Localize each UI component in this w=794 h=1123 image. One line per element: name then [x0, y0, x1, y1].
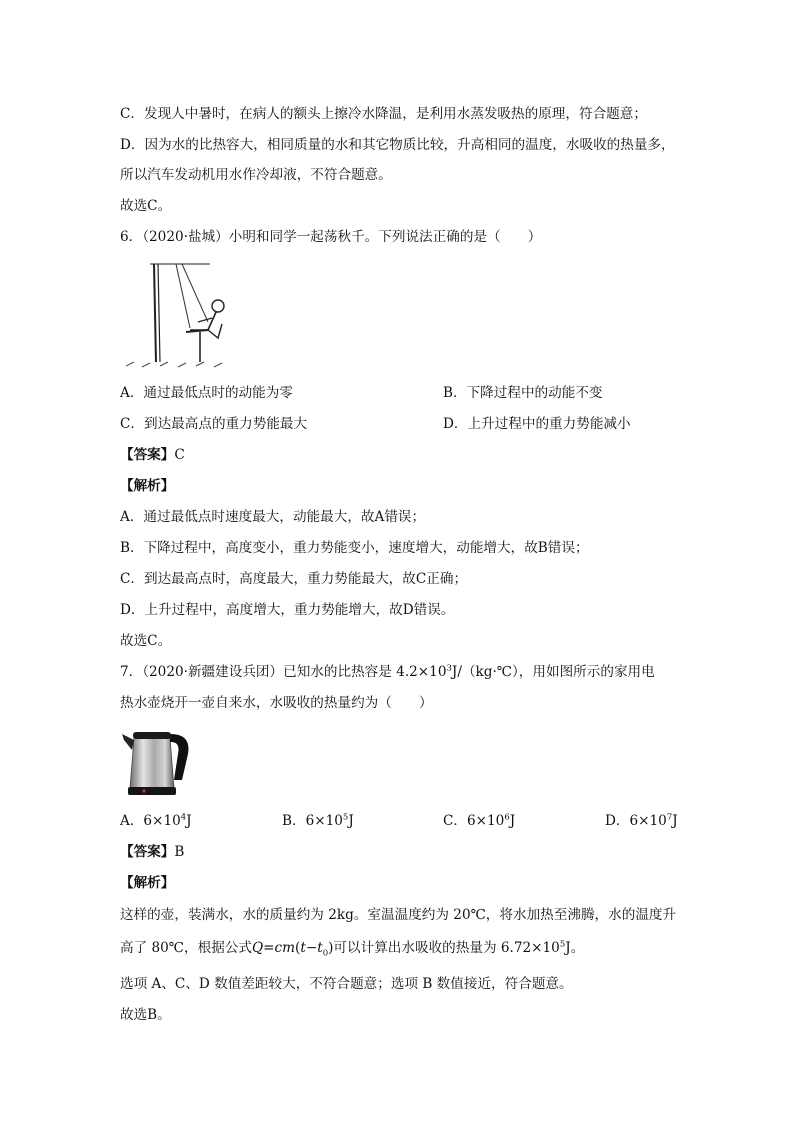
- q7-answer: [120, 842, 184, 862]
- q7-option-d: [605, 811, 678, 831]
- q7-stem-exponent: 3: [446, 663, 452, 674]
- prev-conclusion: 故选C。: [120, 198, 172, 214]
- q7-option-a: [120, 811, 192, 831]
- q7-option-d-base: D．6×10: [605, 813, 667, 829]
- q6-analysis-b: B．下降过程中，高度变小，重力势能变小，速度增大，动能增大，故B错误；: [120, 540, 589, 556]
- q7-option-b-base: B．6×10: [282, 813, 343, 829]
- q7-option-a-exp: 4: [180, 812, 187, 823]
- q7-analysis-line2-part-a: 高了 80℃，根据公式: [120, 940, 252, 956]
- q6-conclusion: 故选C。: [120, 633, 172, 649]
- formula-q: Q: [251, 940, 264, 956]
- prev-option-c-analysis: C．发现人中暑时，在病人的额头上擦冷水降温，是利用水蒸发吸热的原理，符合题意；: [120, 106, 647, 122]
- q7-stem-line1: [120, 662, 655, 682]
- q6-option-d: D．上升过程中的重力势能减小: [443, 416, 631, 432]
- q7-stem-line2: 热水壶烧开一壶自来水，水吸收的热量约为（ ）: [120, 695, 433, 711]
- q6-option-a: A．通过最低点时的动能为零: [120, 385, 293, 401]
- formula-subscript: 0: [322, 948, 329, 959]
- q7-answer-value: B: [174, 844, 185, 860]
- q7-analysis-line2-part-c: J。: [565, 940, 585, 956]
- q7-option-c-unit: J: [509, 813, 516, 829]
- q7-stem-part-b: J/（kg·℃），用如图所示的家用电: [451, 664, 655, 680]
- prev-option-d-analysis-line2: 所以汽车发动机用水作冷却液，不符合题意。: [120, 167, 392, 183]
- q6-option-c: C．到达最高点的重力势能最大: [120, 416, 308, 432]
- q7-option-a-unit: J: [186, 813, 192, 829]
- q7-option-c-base: C．6×10: [443, 813, 505, 829]
- q6-answer-label: 【答案】: [120, 447, 175, 463]
- q7-option-b-unit: J: [348, 813, 354, 829]
- swing-illustration-icon: [120, 258, 240, 373]
- q7-option-d-unit: J: [672, 813, 678, 829]
- q6-stem: 6．（2020·盐城）小明和同学一起荡秋千。下列说法正确的是（ ）: [120, 229, 542, 245]
- formula-cm: cm: [274, 940, 296, 956]
- electric-kettle-icon: [120, 724, 192, 800]
- q6-analysis-c: C．到达最高点时，高度最大，重力势能最大，故C正确；: [120, 571, 468, 587]
- formula-t0: t: [317, 940, 323, 956]
- q7-option-a-base: A．6×10: [120, 813, 181, 829]
- q7-option-b: [282, 811, 354, 831]
- q7-analysis-line3: 选项 A、C、D 数值差距较大，不符合题意；选项 B 数值接近，符合题意。: [120, 976, 573, 992]
- prev-option-d-analysis-line1: D．因为水的比热容大，相同质量的水和其它物质比较，升高相同的温度，水吸收的热量多，: [120, 137, 675, 153]
- q6-analysis-label: 【解析】: [120, 478, 175, 494]
- formula-eq: =: [263, 940, 275, 956]
- q7-option-b-exp: 5: [342, 812, 349, 823]
- q6-analysis-a: A．通过最低点时速度最大，动能最大，故A错误；: [120, 509, 426, 525]
- q7-answer-label: 【答案】: [120, 844, 175, 860]
- q7-option-c-exp: 6: [504, 812, 510, 823]
- q7-analysis-line1: 这样的壶，装满水，水的质量约为 2kg。室温温度约为 20℃，将水加热至沸腾，水的温度升: [120, 907, 677, 923]
- q7-analysis-line2-part-b: 可以计算出水吸收的热量为 6.72×10: [333, 940, 560, 956]
- q7-analysis-line2: [120, 938, 584, 958]
- q6-answer: [120, 445, 185, 465]
- q7-option-d-exp: 7: [666, 812, 673, 823]
- q7-stem-part-a: 7．（2020·新疆建设兵团）已知水的比热容是 4.2×10: [120, 664, 447, 680]
- q7-formula: $Q=cm(t-t_0)$: [251, 940, 334, 959]
- formula-t: t: [300, 940, 306, 956]
- q7-conclusion: 故选B。: [120, 1007, 171, 1023]
- q6-answer-value: C: [174, 447, 185, 463]
- formula-minus: −: [305, 940, 318, 956]
- q6-option-b: B．下降过程中的动能不变: [443, 385, 603, 401]
- q7-analysis-line2-exp: 5: [559, 939, 566, 950]
- q7-option-c: [443, 811, 515, 831]
- q6-analysis-d: D．上升过程中，高度增大，重力势能增大，故D错误。: [120, 602, 455, 618]
- q7-analysis-label: 【解析】: [120, 875, 175, 891]
